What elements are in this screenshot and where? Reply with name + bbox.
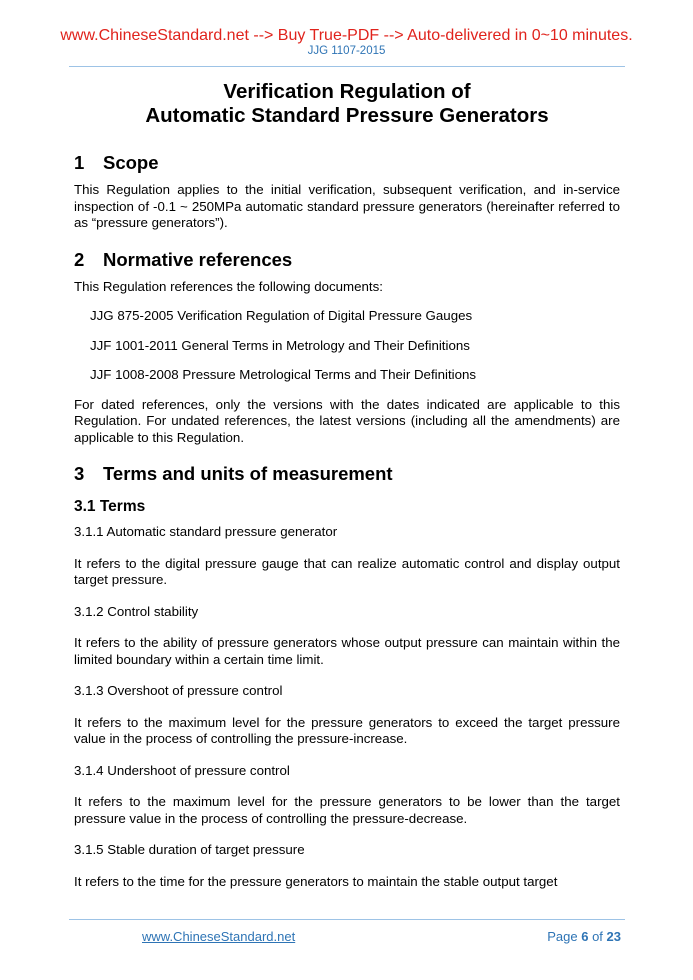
subsection-3-1-heading: 3.1 Terms	[74, 498, 146, 515]
footer-link[interactable]: www.ChineseStandard.net	[142, 929, 296, 944]
term-definition: It refers to the time for the pressure generators to maintain the stable output target	[74, 873, 558, 889]
page-header	[0, 0, 693, 57]
term-definition: It refers to the digital pressure gauge that can realize automatic control and display output target pressure.	[74, 555, 620, 587]
term-definition: It refers to the maximum level for the pressure generators to be lower than the target pressure value in the process of controlling the pressure-decrease.	[74, 794, 620, 826]
term-title: 3.1.2 Control stability	[74, 603, 199, 619]
page-number: Page 6 of 23	[547, 929, 621, 944]
header-link[interactable]: www.ChineseStandard.net --> Buy True-PDF --> Auto-delivered in 0~10 minutes.	[60, 27, 633, 44]
term-title: 3.1.4 Undershoot of pressure control	[74, 762, 290, 778]
standard-code: JJG 1107-2015	[307, 45, 386, 57]
title-line-2: Automatic Standard Pressure Generators	[145, 104, 549, 127]
footer-divider	[69, 919, 625, 920]
page-footer	[0, 929, 693, 949]
term-title: 3.1.1 Automatic standard pressure generator	[74, 524, 338, 539]
term-title: 3.1.5 Stable duration of target pressure	[74, 842, 305, 857]
document-body	[74, 80, 620, 890]
section-1-text: This Regulation applies to the initial verification, subsequent verification, and in-service inspection of -0.1 ~ 250MPa automatic standard pressure generators (hereinafter referred to as “pressure generators”).	[74, 182, 620, 230]
section-1-heading: 1 Scope	[74, 152, 159, 173]
section-2-heading: 2 Normative references	[74, 248, 293, 270]
reference-item: JJG 875-2005 Verification Regulation of Digital Pressure Gauges	[90, 308, 473, 323]
term-definition: It refers to the maximum level for the pressure generators to exceed the target pressure value in the process of controlling the pressure-increase.	[74, 714, 620, 746]
document-title	[74, 80, 620, 128]
title-line-1: Verification Regulation of	[223, 80, 471, 103]
section-2-intro: This Regulation references the following documents:	[74, 278, 383, 294]
section-2-note: For dated references, only the versions with the dates indicated are applicable to this Regulation. For undated references, the latest versions (including all the amendments) are applicable to this Regulation.	[74, 396, 620, 445]
section-3-heading: 3 Terms and units of measurement	[74, 463, 393, 484]
reference-item: JJF 1008-2008 Pressure Metrological Terms and Their Definitions	[90, 367, 477, 382]
reference-item: JJF 1001-2011 General Terms in Metrology and Their Definitions	[90, 337, 470, 353]
term-title: 3.1.3 Overshoot of pressure control	[74, 683, 283, 698]
term-definition: It refers to the ability of pressure generators whose output pressure can maintain within the limited boundary within a certain time limit.	[74, 635, 620, 667]
header-divider	[69, 66, 625, 67]
